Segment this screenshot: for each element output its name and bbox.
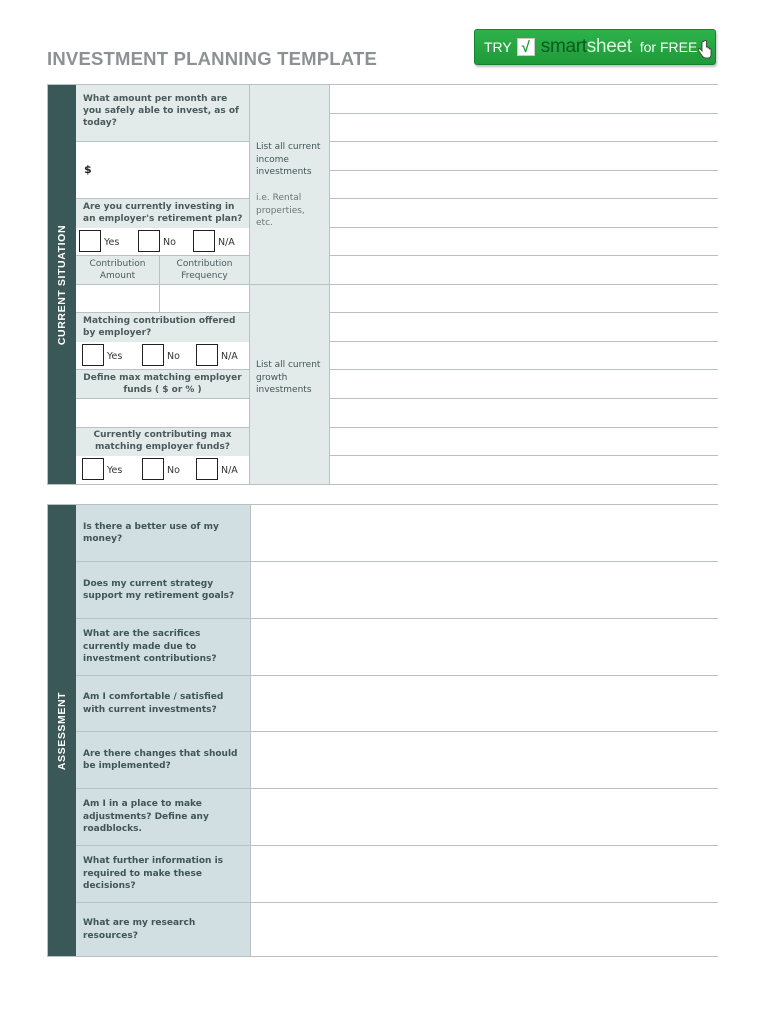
income-investment-row[interactable] — [330, 85, 718, 114]
monthly-amount-field[interactable] — [76, 142, 250, 199]
contributing-max-options — [76, 456, 250, 484]
assessment-answer-field[interactable] — [250, 903, 718, 956]
assessment-question: Does my current strategy support my retirement goals? — [76, 562, 250, 618]
matching-na-label: N/A — [221, 351, 238, 362]
assessment-answer-field[interactable] — [250, 562, 718, 618]
contributing-max-na-label: N/A — [221, 465, 238, 476]
contributing-max-yes-checkbox[interactable] — [82, 458, 104, 480]
matching-contribution-question: Matching contribution offered by employer? — [76, 313, 250, 342]
income-investment-row[interactable] — [330, 114, 718, 142]
matching-na-checkbox[interactable] — [196, 344, 218, 366]
growth-investments-label: List all current growth investments — [256, 360, 321, 395]
assessment-answer-field[interactable] — [250, 676, 718, 731]
growth-investment-row[interactable] — [330, 456, 718, 484]
contributing-max-no-label: No — [167, 465, 180, 476]
matching-options — [76, 342, 250, 370]
current-situation-section — [47, 84, 718, 485]
current-situation-band — [48, 85, 76, 484]
retirement-yes-checkbox[interactable] — [79, 230, 101, 252]
matching-no-checkbox[interactable] — [142, 344, 164, 366]
smartsheet-logo: smartsheet — [540, 36, 632, 57]
retirement-plan-options — [76, 228, 250, 256]
growth-investment-row[interactable] — [330, 342, 718, 370]
income-investment-row[interactable] — [330, 256, 718, 285]
dollar-sign: $ — [84, 163, 92, 176]
contribution-amount-field[interactable] — [76, 285, 160, 313]
assessment-question: Are there changes that should be implemented? — [76, 732, 250, 788]
pointer-hand-icon — [696, 40, 712, 60]
assessment-question: What are the sacrifices currently made due to investment contributions? — [76, 619, 250, 675]
income-investment-row[interactable] — [330, 142, 718, 171]
assessment-answer-field[interactable] — [250, 619, 718, 675]
define-max-matching-question: Define max matching employer funds ( $ or % ) — [76, 370, 250, 399]
growth-investments-label-cell — [250, 285, 330, 484]
growth-investment-row[interactable] — [330, 285, 718, 313]
income-investment-row[interactable] — [330, 228, 718, 256]
growth-investment-row[interactable] — [330, 428, 718, 456]
assessment-band — [48, 505, 76, 956]
assessment-section — [47, 504, 718, 957]
assessment-answer-field[interactable] — [250, 732, 718, 788]
try-smartsheet-banner[interactable] — [474, 29, 716, 65]
monthly-investment-question: What amount per month are you safely able to invest, as of today? — [76, 85, 250, 142]
income-investments-hint: i.e. Rental properties, etc. — [256, 193, 305, 228]
assessment-question: What are my research resources? — [76, 903, 250, 956]
growth-investment-row[interactable] — [330, 370, 718, 399]
contributing-max-yes-label: Yes — [107, 465, 123, 476]
income-investments-label: List all current income investments — [256, 142, 321, 177]
banner-try-text: TRY — [484, 39, 512, 55]
banner-free-text: for FREE — [639, 39, 698, 55]
contribution-amount-header: Contribution Amount — [76, 256, 160, 285]
current-situation-label: CURRENT SITUATION — [56, 224, 68, 345]
max-matching-field[interactable] — [76, 399, 250, 428]
retirement-no-checkbox[interactable] — [138, 230, 160, 252]
contribution-frequency-field[interactable] — [160, 285, 250, 313]
contributing-max-no-checkbox[interactable] — [142, 458, 164, 480]
contributing-max-question: Currently contributing max matching employer funds? — [76, 428, 250, 456]
contribution-frequency-header: Contribution Frequency — [160, 256, 250, 285]
retirement-yes-label: Yes — [104, 237, 120, 248]
retirement-na-checkbox[interactable] — [193, 230, 215, 252]
assessment-answer-field[interactable] — [250, 789, 718, 845]
growth-investment-row[interactable] — [330, 313, 718, 342]
page-title: INVESTMENT PLANNING TEMPLATE — [47, 48, 378, 69]
checkmark-icon: √ — [517, 38, 535, 56]
income-investments-label-cell — [250, 85, 330, 285]
income-investment-row[interactable] — [330, 171, 718, 199]
matching-yes-checkbox[interactable] — [82, 344, 104, 366]
growth-investment-row[interactable] — [330, 399, 718, 428]
contributing-max-na-checkbox[interactable] — [196, 458, 218, 480]
assessment-question: What further information is required to make these decisions? — [76, 846, 250, 902]
assessment-label: ASSESSMENT — [56, 691, 68, 770]
assessment-question: Is there a better use of my money? — [76, 505, 250, 561]
assessment-question: Am I in a place to make adjustments? Define any roadblocks. — [76, 789, 250, 845]
assessment-question: Am I comfortable / satisfied with current investments? — [76, 676, 250, 731]
retirement-no-label: No — [163, 237, 176, 248]
matching-yes-label: Yes — [107, 351, 123, 362]
assessment-answer-field[interactable] — [250, 505, 718, 561]
retirement-na-label: N/A — [218, 237, 235, 248]
income-investment-row[interactable] — [330, 199, 718, 228]
retirement-plan-question: Are you currently investing in an employer's retirement plan? — [76, 199, 250, 228]
matching-no-label: No — [167, 351, 180, 362]
assessment-answer-field[interactable] — [250, 846, 718, 902]
